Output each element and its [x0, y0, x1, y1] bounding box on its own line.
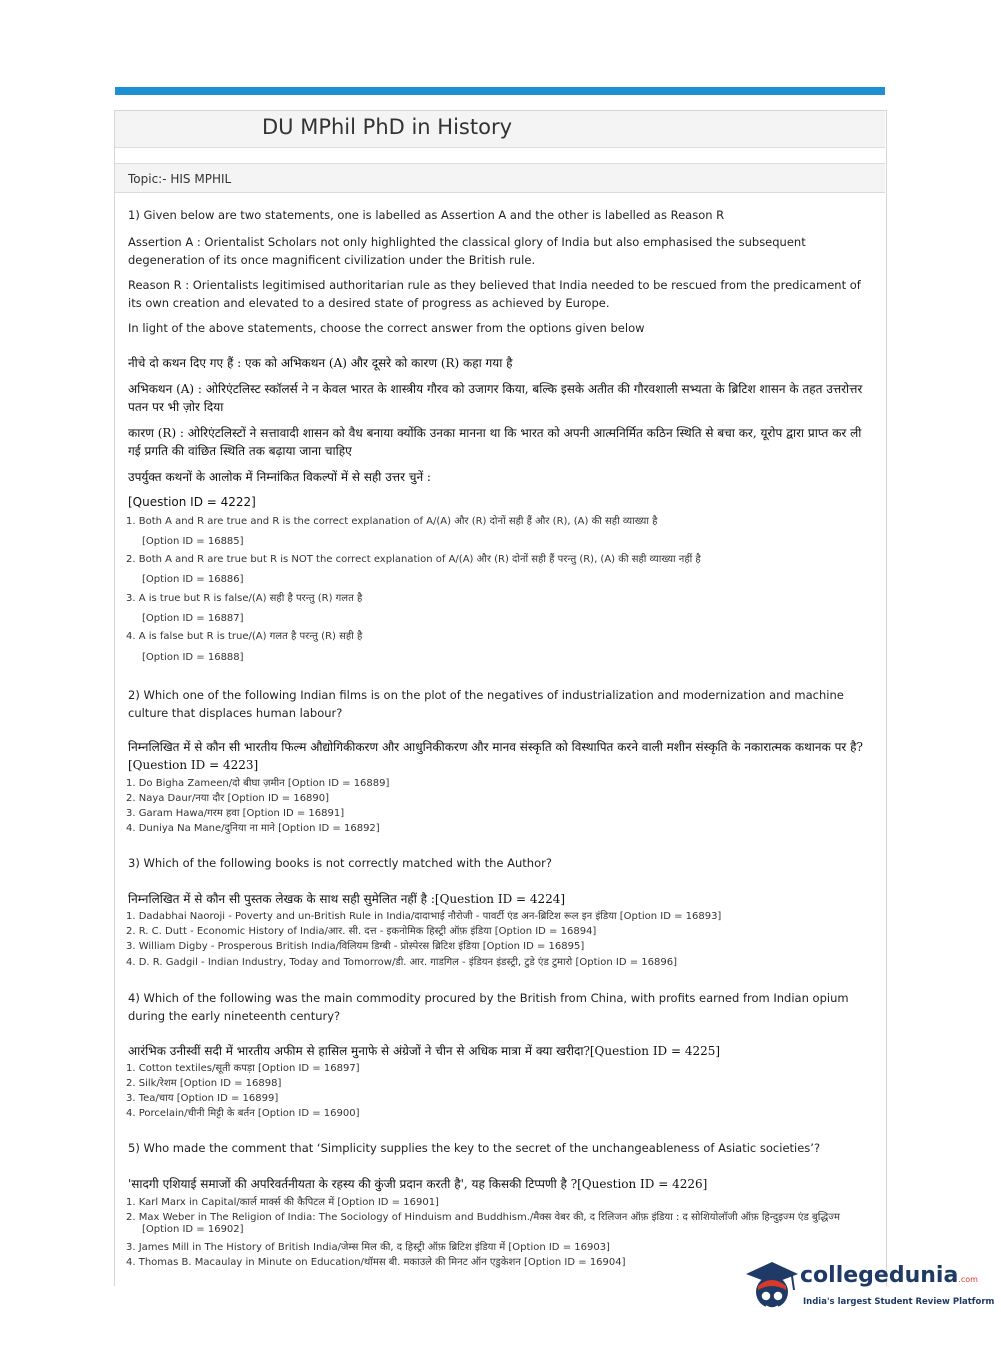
- q4-option-3[interactable]: 3. Tea/चाय [Option ID = 16899]: [126, 1093, 279, 1104]
- q4-question: 4) Which of the following was the main commodity procured by the British from China, with profits earned from Indian opium during the early nineteenth century?: [128, 991, 849, 1023]
- q1-option-4[interactable]: 4. A is false but R is true/(A) गलत है परन्तु (R) सही है: [126, 631, 363, 642]
- top-accent-bar: [115, 87, 885, 95]
- q5-option-3[interactable]: 3. James Mill in The History of British India/जेम्स मिल की, द हिस्ट्री ऑफ़ ब्रिटिश इंडिया में [Option ID = 16903]: [126, 1242, 610, 1253]
- q5-option-2-id: [Option ID = 16902]: [142, 1224, 244, 1235]
- q1-hindi-assertion: अभिकथन (A) : ओरिएंटलिस्ट स्कॉलर्स ने न केवल भारत के शास्त्रीय गौरव को उजागर किया, बल्कि इसके अतीत की गौरवशाली सभ्यता के ब्रिटिश शासन के तहत उत्तरोत्तर पतन पर भी ज़ोर दिया: [128, 382, 863, 414]
- logo-wordmark: collegedunia.com: [800, 1263, 978, 1288]
- q3-option-3[interactable]: 3. William Digby - Prosperous British India/विलियम डिग्बी - प्रोस्पेरस ब्रिटिश इंडिया [Option ID = 16895]: [126, 941, 585, 952]
- q3-option-1[interactable]: 1. Dadabhai Naoroji - Poverty and un-British Rule in India/दादाभाई नौरोजी - पावर्टी एंड अन-ब्रिटिश रूल इन इंडिया [Option ID = 16893]: [126, 911, 722, 922]
- q2-option-4[interactable]: 4. Duniya Na Mane/दुनिया ना माने [Option ID = 16892]: [126, 823, 380, 834]
- q2-option-1[interactable]: 1. Do Bigha Zameen/दो बीघा ज़मीन [Option ID = 16889]: [126, 778, 390, 789]
- page-title: DU MPhil PhD in History: [262, 115, 513, 139]
- q1-option-2-id: [Option ID = 16886]: [142, 574, 244, 585]
- q1-instruction: In light of the above statements, choose the correct answer from the options given below: [128, 321, 645, 335]
- q1-reason: Reason R : Orientalists legitimised authoritarian rule as they believed that India needed to be rescued from the predicament of its own creation and elevated to a desired state of progress as achieved by Europe.: [128, 278, 861, 310]
- q5-question: 5) Who made the comment that ‘Simplicity supplies the key to the secret of the unchangeableness of Asiatic societies’?: [128, 1141, 821, 1155]
- q2-hindi-question: निम्नलिखित में से कौन सी भारतीय फिल्म औद्योगिकीकरण और आधुनिकीकरण और मानव संस्कृति को विस्थापित करने वाली मशीन संस्कृति के नकारात्मक कथानक पर है?[Question ID = 4223]: [128, 740, 863, 772]
- q1-option-3[interactable]: 3. A is true but R is false/(A) सही है परन्तु (R) गलत है: [126, 593, 363, 604]
- q1-hindi-instruction: उपर्युक्त कथनों के आलोक में निम्नांकित विकल्पों में से सही उत्तर चुनें :: [128, 470, 431, 484]
- q1-question: 1) Given below are two statements, one is labelled as Assertion A and the other is labelled as Reason R: [128, 208, 725, 222]
- q4-option-4[interactable]: 4. Porcelain/चीनी मिट्टी के बर्तन [Option ID = 16900]: [126, 1108, 360, 1119]
- logo-tagline: India's largest Student Review Platform: [803, 1297, 995, 1307]
- q2-question: 2) Which one of the following Indian films is on the plot of the negatives of industrialization and modernization and machine culture that displaces human labour?: [128, 688, 844, 720]
- separator: [115, 149, 885, 164]
- q1-hindi-question: नीचे दो कथन दिए गए हैं : एक को अभिकथन (A) और दूसरे को कारण (R) कहा गया है: [128, 356, 513, 370]
- q4-hindi-question: आरंभिक उनीस्वीं सदी में भारतीय अफीम से हासिल मुनाफे से अंग्रेजों ने चीन से अधिक मात्रा में क्या खरीदा?[Question ID = 4225]: [128, 1044, 721, 1058]
- topic-label: Topic:- HIS MPHIL: [128, 172, 232, 186]
- q1-assertion: Assertion A : Orientalist Scholars not only highlighted the classical glory of India but also emphasised the subsequent degeneration of its once magnificent civilization under the British rule.: [128, 235, 806, 267]
- q5-option-2[interactable]: 2. Max Weber in The Religion of India: The Sociology of Hinduism and Buddhism./मैक्स वेबर की, द रिलिजन ऑफ़ इंडिया : द सोशियोलॉजी ऑफ़ हिन्दुइज्म एंड बुद्धिज्म: [126, 1212, 840, 1223]
- q1-option-4-id: [Option ID = 16888]: [142, 652, 244, 663]
- q1-option-3-id: [Option ID = 16887]: [142, 613, 244, 624]
- q2-option-2[interactable]: 2. Naya Daur/नया दौर [Option ID = 16890]: [126, 793, 330, 804]
- mascot-icon: [742, 1252, 802, 1318]
- q5-option-4[interactable]: 4. Thomas B. Macaulay in Minute on Education/थॉमस बी. मकाउले की मिनट ऑन एडुकेशन [Option ID = 16904]: [126, 1257, 626, 1268]
- q1-option-2[interactable]: 2. Both A and R are true but R is NOT the correct explanation of A/(A) और (R) दोनों सही हैं परन्तु (R), (A) की सही व्याख्या नहीं है: [126, 554, 701, 565]
- q4-option-2[interactable]: 2. Silk/रेशम [Option ID = 16898]: [126, 1078, 282, 1089]
- q1-hindi-reason: कारण (R) : ओरिएंटलिस्टों ने सत्तावादी शासन को वैध बनाया क्योंकि उनका मानना था कि भारत को अपनी आत्मनिर्मित कठिन स्थिति से बचा कर, यूरोप द्वारा प्राप्त कर ली गई प्रगति की वांछित स्थिति तक बढ़ाया जाना चाहिए: [128, 426, 862, 458]
- q3-option-4[interactable]: 4. D. R. Gadgil - Indian Industry, Today and Tomorrow/डी. आर. गाडगिल - इंडियन इंडस्ट्री, टुडे एंड टुमारो [Option ID = 16896]: [126, 957, 678, 968]
- q4-option-1[interactable]: 1. Cotton textiles/सूती कपड़ा [Option ID = 16897]: [126, 1063, 360, 1074]
- q5-option-1[interactable]: 1. Karl Marx in Capital/कार्ल मार्क्स की कैपिटल में [Option ID = 16901]: [126, 1197, 439, 1208]
- q1-option-1[interactable]: 1. Both A and R are true and R is the correct explanation of A/(A) और (R) दोनों सही हैं और (R), (A) की सही व्याख्या है: [126, 516, 658, 527]
- q2-option-3[interactable]: 3. Garam Hawa/गरम हवा [Option ID = 16891]: [126, 808, 345, 819]
- q1-question-id: [Question ID = 4222]: [128, 495, 256, 509]
- q3-hindi-question: निम्नलिखित में से कौन सी पुस्तक लेखक के साथ सही सुमेलित नहीं है :[Question ID = 4224]: [128, 892, 566, 906]
- q3-question: 3) Which of the following books is not correctly matched with the Author?: [128, 856, 552, 870]
- q5-hindi-question: 'सादगी एशियाई समाजों की अपरिवर्तनीयता के रहस्य की कुंजी प्रदान करती है', यह किसकी टिप्पणी है ?[Question ID = 4226]: [128, 1177, 708, 1191]
- q3-option-2[interactable]: 2. R. C. Dutt - Economic History of India/आर. सी. दत्त - इकनोमिक हिस्ट्री ऑफ़ इंडिया [Option ID = 16894]: [126, 926, 597, 937]
- q1-option-1-id: [Option ID = 16885]: [142, 536, 244, 547]
